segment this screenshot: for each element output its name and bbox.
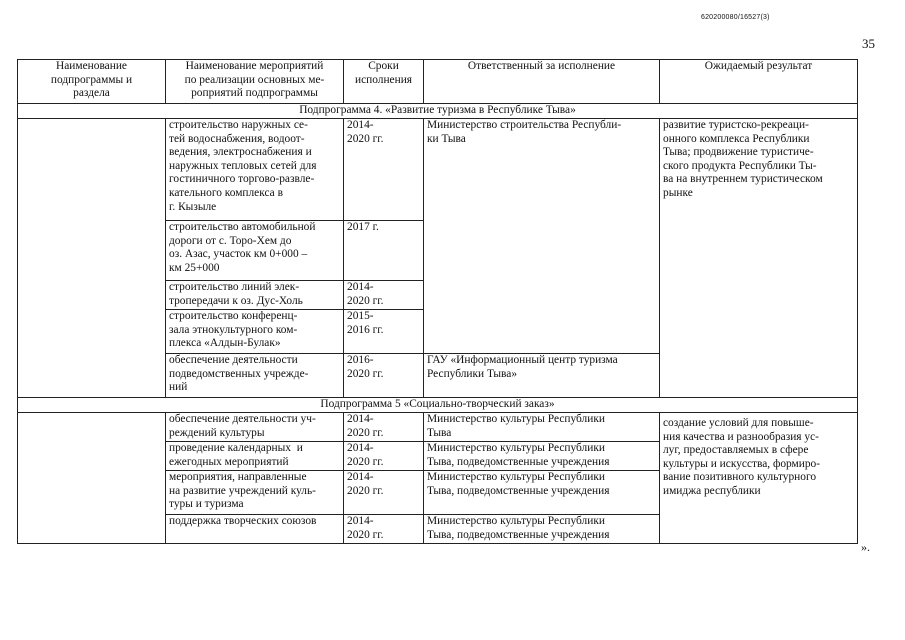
activity-cell: мероприятия, направленные на развитие учреждений куль- туры и туризма — [166, 471, 344, 515]
responsible-cell: Министерство культуры Республики Тыва, подведомственные учреждения — [424, 471, 660, 515]
term-cell: 2017 г. — [344, 221, 424, 281]
responsible-cell: ГАУ «Информационный центр туризма Республики Тыва» — [424, 354, 660, 398]
result-cell: создание условий для повыше- ния качества и разнообразия ус- луг, предоставляемых в сфере культуры и искусства, формиро- вание позитивного культурного имиджа республики — [660, 413, 858, 544]
subprogram-cell — [18, 119, 166, 398]
activity-cell: строительство конференц- зала этнокультурного ком- плекса «Алдын-Булак» — [166, 310, 344, 354]
activity-cell: строительство автомобильной дороги от с. Торо-Хем до оз. Азас, участок км 0+000 – км 25+000 — [166, 221, 344, 281]
responsible-cell: Министерство культуры Республики Тыва, подведомственные учреждения — [424, 515, 660, 544]
responsible-cell: Министерство культуры Республики Тыва — [424, 413, 660, 442]
activity-cell: проведение календарных и ежегодных мероприятий — [166, 442, 344, 471]
section-header-row — [18, 104, 858, 119]
table-row — [18, 413, 858, 442]
activity-cell: строительство линий элек- тропередачи к оз. Дус-Холь — [166, 281, 344, 310]
term-cell: 2014- 2020 гг. — [344, 119, 424, 221]
table-header-row — [18, 60, 858, 104]
program-activities-table — [17, 59, 858, 544]
term-cell: 2015- 2016 гг. — [344, 310, 424, 354]
term-cell: 2016- 2020 гг. — [344, 354, 424, 398]
term-cell: 2014- 2020 гг. — [344, 471, 424, 515]
table-row — [18, 119, 858, 221]
responsible-cell: Министерство культуры Республики Тыва, подведомственные учреждения — [424, 442, 660, 471]
section-title-4: Подпрограмма 4. «Развитие туризма в Республике Тыва» — [18, 104, 858, 119]
closing-quote-mark: ». — [861, 540, 870, 554]
header-result: Ожидаемый результат — [660, 60, 858, 104]
header-term: Сроки исполнения — [344, 60, 424, 104]
header-responsible: Ответственный за исполнение — [424, 60, 660, 104]
section-header-row — [18, 398, 858, 413]
activity-cell: обеспечение деятельности подведомственных учрежде- ний — [166, 354, 344, 398]
activity-cell: поддержка творческих союзов — [166, 515, 344, 544]
header-activity: Наименование мероприятий по реализации основных ме- роприятий подпрограммы — [166, 60, 344, 104]
page-number: 35 — [862, 36, 875, 51]
term-cell: 2014- 2020 гг. — [344, 515, 424, 544]
responsible-cell: Министерство строительства Республи- ки Тыва — [424, 119, 660, 354]
activity-cell: строительство наружных се- тей водоснабжения, водоот- ведения, электроснабжения и наружных тепловых сетей для гостиничного торгово-развле- кательного комплекса в г. Кызыле — [166, 119, 344, 221]
term-cell: 2014- 2020 гг. — [344, 413, 424, 442]
term-cell: 2014- 2020 гг. — [344, 442, 424, 471]
header-subprogram: Наименование подпрограммы и раздела — [18, 60, 166, 104]
activity-cell: обеспечение деятельности уч- реждений культуры — [166, 413, 344, 442]
result-cell: развитие туристско-рекреаци- онного комплекса Республики Тыва; продвижение туристиче- ского продукта Республики Ты- ва на внутреннем туристическом рынке — [660, 119, 858, 398]
term-cell: 2014- 2020 гг. — [344, 281, 424, 310]
subprogram-cell — [18, 413, 166, 544]
document-stamp-number: 620200080/16527(3) — [701, 14, 770, 21]
section-title-5: Подпрограмма 5 «Социально-творческий заказ» — [18, 398, 858, 413]
